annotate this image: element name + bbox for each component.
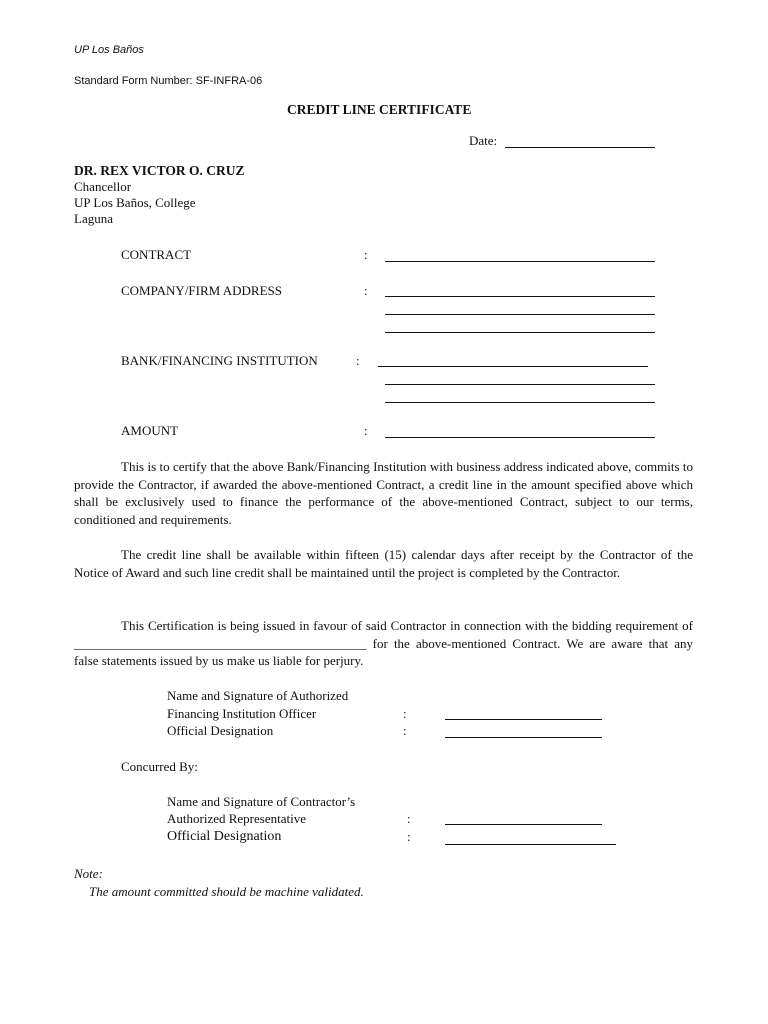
contractor-signature-line <box>445 824 602 825</box>
officer-signature-label-2: Financing Institution Officer <box>167 706 317 721</box>
bank-colon: : <box>356 353 360 368</box>
concurred-by-label: Concurred By: <box>121 759 198 774</box>
contract-colon: : <box>364 247 368 262</box>
certification-paragraph-3: This Certification is being issued in favour of said Contractor in connection with the bidding requirement of _____________________________________________ for the above-mentioned Contract. We are aware that any false statements issued by us make us liable for perjury. <box>74 618 693 669</box>
note-text: The amount committed should be machine validated. <box>89 884 364 899</box>
company-address-colon: : <box>364 283 368 298</box>
bank-label: BANK/FINANCING INSTITUTION <box>121 353 318 368</box>
company-address-line-3 <box>385 332 655 333</box>
bank-line-2 <box>385 384 655 385</box>
amount-blank-line <box>385 437 655 438</box>
addressee-location: Laguna <box>74 211 113 226</box>
company-address-label: COMPANY/FIRM ADDRESS <box>121 283 282 298</box>
amount-label: AMOUNT <box>121 423 179 438</box>
amount-colon: : <box>364 423 368 438</box>
contract-label: CONTRACT <box>121 247 192 262</box>
date-blank-line <box>505 147 655 148</box>
officer-signature-line <box>445 719 602 720</box>
addressee-institution: UP Los Baños, College <box>74 195 196 210</box>
addressee-name: DR. REX VICTOR O. CRUZ <box>74 163 245 178</box>
institution-header: UP Los Baños <box>74 44 144 56</box>
contractor-signature-label-1: Name and Signature of Contractor’s <box>167 794 356 809</box>
officer-designation-line <box>445 737 602 738</box>
form-number: Standard Form Number: SF-INFRA-06 <box>74 75 263 87</box>
contractor-designation-colon: : <box>407 829 411 844</box>
contractor-designation-label: Official Designation <box>167 829 282 844</box>
note-label: Note: <box>74 866 103 881</box>
officer-designation-label: Official Designation <box>167 723 274 738</box>
officer-signature-colon: : <box>403 706 407 721</box>
contractor-signature-colon: : <box>407 811 411 826</box>
certification-paragraph-1: This is to certify that the above Bank/Financing Institution with business address indicated above, commits to provide the Contractor, if awarded the above-mentioned Contract, a credit line in the amount specified above which shall be exclusively used to finance the performance of the above-mentioned Contract, subject to our terms, conditioned and requirements. <box>74 459 693 528</box>
addressee-position: Chancellor <box>74 179 132 194</box>
bank-line-1 <box>378 366 648 367</box>
officer-signature-label-1: Name and Signature of Authorized <box>167 688 349 703</box>
contract-blank-line <box>385 261 655 262</box>
company-address-line-2 <box>385 314 655 315</box>
officer-designation-colon: : <box>403 723 407 738</box>
bank-line-3 <box>385 402 655 403</box>
contractor-signature-label-2: Authorized Representative <box>167 811 306 826</box>
document-title: CREDIT LINE CERTIFICATE <box>287 102 472 117</box>
date-label: Date: <box>469 133 498 148</box>
company-address-line-1 <box>385 296 655 297</box>
contractor-designation-line <box>445 844 616 845</box>
certification-paragraph-2: The credit line shall be available within fifteen (15) calendar days after receipt by the Contractor of the Notice of Award and such line credit shall be maintained until the project is completed by the Contractor. <box>74 547 693 580</box>
